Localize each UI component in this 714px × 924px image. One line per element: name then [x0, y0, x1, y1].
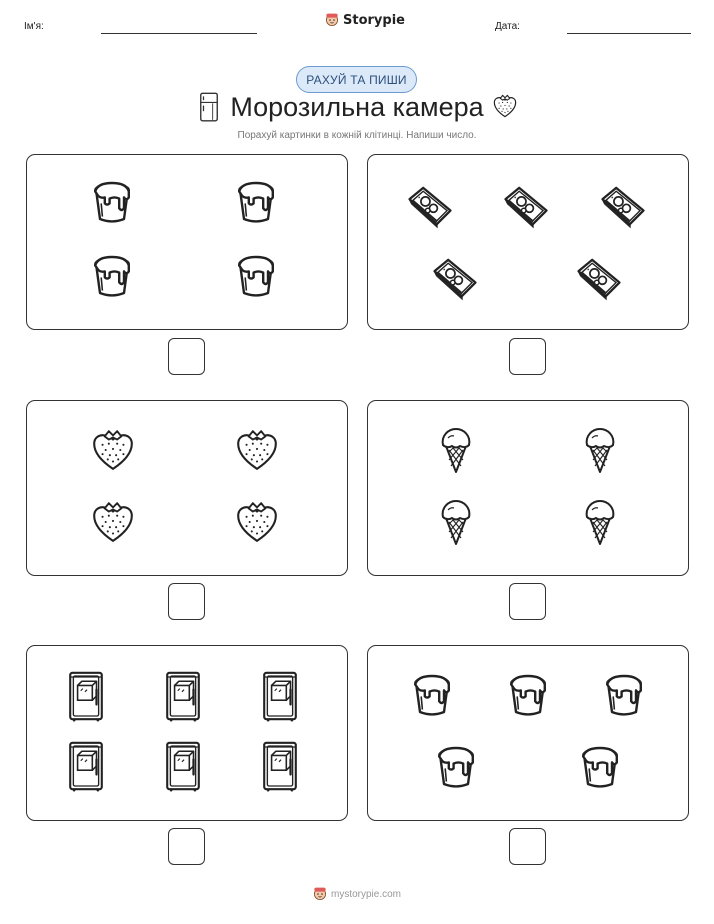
name-line[interactable]: [101, 33, 257, 34]
mascot-icon: [324, 12, 340, 28]
yogurt-cup-icon: [576, 742, 624, 790]
instructions: Порахуй картинки в кожній клітинці. Напиши число.: [237, 130, 477, 141]
freezer-icon: [66, 668, 106, 724]
mascot-icon: [312, 886, 328, 902]
date-line[interactable]: [567, 33, 691, 34]
freezer-icon: [260, 668, 300, 724]
ice-cream-cone-icon: [580, 497, 620, 547]
date-label: Дата:: [495, 21, 520, 32]
ice-cream-cone-icon: [436, 497, 476, 547]
strawberry-icon: [90, 427, 136, 473]
ice-cream-cone-icon: [580, 425, 620, 475]
answer-box-6[interactable]: [509, 828, 546, 865]
count-panel-6: [367, 645, 689, 821]
freezer-icon: [260, 738, 300, 794]
yogurt-cup-icon: [600, 670, 648, 718]
yogurt-cup-icon: [504, 670, 552, 718]
freezer-icon: [163, 668, 203, 724]
page-title: Морозильна камера: [230, 92, 484, 122]
storypie-logo: [324, 12, 405, 28]
ice-cream-cone-icon: [436, 425, 476, 475]
strawberry-icon: [90, 499, 136, 545]
footer: [312, 886, 401, 902]
count-panel-1: [26, 154, 348, 330]
strawberry-icon: [234, 427, 280, 473]
yogurt-cup-icon: [432, 742, 480, 790]
task-badge: РАХУЙ ТА ПИШИ: [296, 66, 417, 93]
freezer-icon: [163, 738, 203, 794]
frozen-pizza-icon: [574, 255, 624, 301]
yogurt-cup-icon: [88, 177, 136, 225]
footer-url[interactable]: mystorypie.com: [331, 888, 402, 900]
frozen-pizza-icon: [430, 255, 480, 301]
frozen-pizza-icon: [501, 183, 551, 229]
strawberry-icon: [492, 93, 518, 119]
answer-box-1[interactable]: [168, 338, 205, 375]
frozen-pizza-icon: [405, 183, 455, 229]
answer-box-5[interactable]: [168, 828, 205, 865]
answer-box-4[interactable]: [509, 583, 546, 620]
count-panel-3: [26, 400, 348, 576]
answer-box-2[interactable]: [509, 338, 546, 375]
name-label: Ім'я:: [24, 21, 44, 32]
count-panel-5: [26, 645, 348, 821]
strawberry-icon: [234, 499, 280, 545]
yogurt-cup-icon: [88, 251, 136, 299]
brand-name: Storypie: [343, 12, 405, 28]
answer-box-3[interactable]: [168, 583, 205, 620]
yogurt-cup-icon: [232, 251, 280, 299]
freezer-icon: [66, 738, 106, 794]
yogurt-cup-icon: [232, 177, 280, 225]
count-panel-2: [367, 154, 689, 330]
count-panel-4: [367, 400, 689, 576]
frozen-pizza-icon: [598, 183, 648, 229]
yogurt-cup-icon: [408, 670, 456, 718]
